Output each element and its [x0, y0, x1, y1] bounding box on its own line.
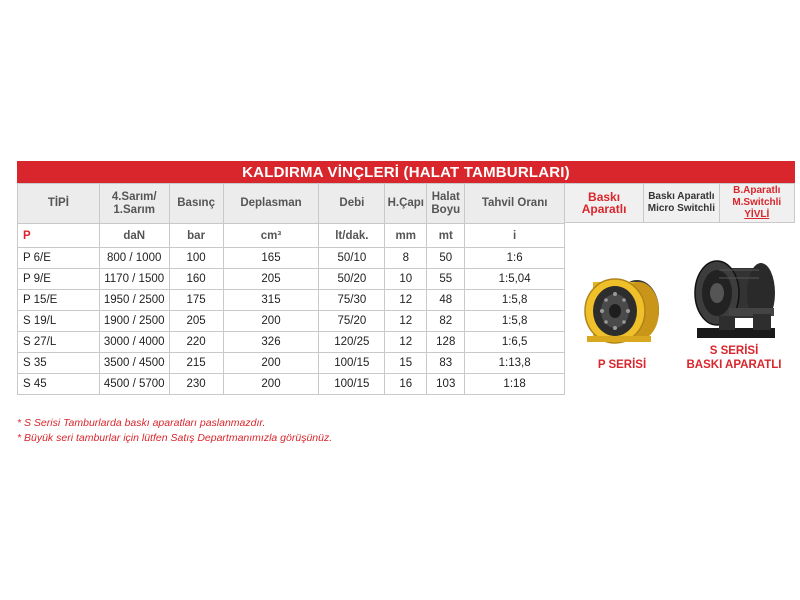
cell-type: P 15/E — [18, 290, 100, 311]
cell-load: 3500 / 4500 — [99, 353, 169, 374]
cell-flow: 120/25 — [319, 332, 385, 353]
p-series-winch-image — [579, 264, 661, 346]
cell-ratio: 1:5,04 — [465, 269, 565, 290]
cell-rope-length: 55 — [427, 269, 465, 290]
unit-ratio: i — [465, 224, 565, 248]
cell-load: 3000 / 4000 — [99, 332, 169, 353]
p-series-caption: P SERİSİ — [597, 359, 647, 371]
cell-flow: 75/20 — [319, 311, 385, 332]
col-header-type: TİPİ — [18, 184, 100, 224]
option-header-micro-switch — [644, 183, 719, 223]
cell-rope-diameter: 10 — [385, 269, 427, 290]
unit-displacement: cm³ — [223, 224, 319, 248]
cell-type: P 6/E — [18, 248, 100, 269]
cell-type: S 35 — [18, 353, 100, 374]
s-series-caption — [680, 344, 788, 372]
cell-displacement: 315 — [223, 290, 319, 311]
units-row — [18, 224, 565, 248]
cell-pressure: 215 — [169, 353, 223, 374]
col-header-rope-diameter: H.Çapı — [385, 184, 427, 224]
table-row — [18, 269, 565, 290]
unit-flow: lt/dak. — [319, 224, 385, 248]
table-row — [18, 248, 565, 269]
cell-displacement: 165 — [223, 248, 319, 269]
cell-ratio: 1:6 — [465, 248, 565, 269]
cell-flow: 75/30 — [319, 290, 385, 311]
col-header-pressure: Basınç — [169, 184, 223, 224]
cell-rope-diameter: 12 — [385, 311, 427, 332]
cell-ratio: 1:5,8 — [465, 311, 565, 332]
cell-rope-length: 48 — [427, 290, 465, 311]
cell-ratio: 1:6,5 — [465, 332, 565, 353]
col-header-rope-length: Halat Boyu — [427, 184, 465, 224]
cell-rope-diameter: 16 — [385, 374, 427, 395]
cell-rope-diameter: 12 — [385, 332, 427, 353]
cell-pressure: 205 — [169, 311, 223, 332]
option-header-pressure-roller — [565, 183, 644, 223]
s-series-winch-image — [689, 248, 779, 343]
option-header-line: B.Aparatlı — [733, 185, 781, 196]
cell-flow: 50/20 — [319, 269, 385, 290]
table-row — [18, 332, 565, 353]
unit-pressure: bar — [169, 224, 223, 248]
footnote: * Büyük seri tamburlar için lütfen Satış Departmanımızla görüşünüz. — [17, 432, 333, 444]
cell-load: 1170 / 1500 — [99, 269, 169, 290]
cell-rope-length: 103 — [427, 374, 465, 395]
footnote: * S Serisi Tamburlarda baskı aparatları paslanmazdır. — [17, 417, 266, 429]
cell-rope-diameter: 8 — [385, 248, 427, 269]
cell-flow: 50/10 — [319, 248, 385, 269]
unit-load: daN — [99, 224, 169, 248]
table-row — [18, 290, 565, 311]
cell-type: S 27/L — [18, 332, 100, 353]
page-title: KALDIRMA VİNÇLERİ (HALAT TAMBURLARI) — [17, 161, 795, 183]
table-row — [18, 374, 565, 395]
cell-ratio: 1:13,8 — [465, 353, 565, 374]
cell-type: P 9/E — [18, 269, 100, 290]
cell-rope-length: 83 — [427, 353, 465, 374]
option-header-line: Micro Switchli — [647, 203, 715, 214]
option-headers — [565, 183, 795, 223]
option-header-grooved — [720, 183, 795, 223]
cell-ratio: 1:5,8 — [465, 290, 565, 311]
table-row — [18, 353, 565, 374]
cell-pressure: 100 — [169, 248, 223, 269]
spec-table — [17, 183, 565, 395]
col-header-ratio: Tahvil Oranı — [465, 184, 565, 224]
cell-displacement: 200 — [223, 374, 319, 395]
s-series-caption-line: S SERİSİ — [709, 345, 759, 357]
s-series-caption-line: BASKI APARATLI — [686, 359, 782, 371]
cell-pressure: 160 — [169, 269, 223, 290]
cell-ratio: 1:18 — [465, 374, 565, 395]
cell-displacement: 200 — [223, 311, 319, 332]
cell-load: 4500 / 5700 — [99, 374, 169, 395]
cell-flow: 100/15 — [319, 353, 385, 374]
cell-displacement: 200 — [223, 353, 319, 374]
table-header-row — [18, 184, 565, 224]
option-header-line: Baskı Aparatlı — [648, 191, 715, 202]
cell-load: 1950 / 2500 — [99, 290, 169, 311]
cell-pressure: 220 — [169, 332, 223, 353]
footnotes — [17, 416, 332, 446]
unit-type: P — [18, 224, 100, 248]
cell-type: S 19/L — [18, 311, 100, 332]
col-header-load: 4.Sarım/ 1.Sarım — [99, 184, 169, 224]
cell-pressure: 175 — [169, 290, 223, 311]
table-row — [18, 311, 565, 332]
option-header-line: M.Switchli — [732, 197, 782, 208]
cell-rope-diameter: 15 — [385, 353, 427, 374]
col-header-flow: Debi — [319, 184, 385, 224]
option-header-label: Baskı Aparatlı — [581, 190, 627, 216]
cell-rope-diameter: 12 — [385, 290, 427, 311]
unit-rope-length: mt — [427, 224, 465, 248]
cell-rope-length: 82 — [427, 311, 465, 332]
cell-pressure: 230 — [169, 374, 223, 395]
cell-load: 800 / 1000 — [99, 248, 169, 269]
cell-load: 1900 / 2500 — [99, 311, 169, 332]
cell-displacement: 326 — [223, 332, 319, 353]
option-header-underlined: YİVLİ — [744, 209, 770, 220]
cell-type: S 45 — [18, 374, 100, 395]
cell-rope-length: 128 — [427, 332, 465, 353]
cell-rope-length: 50 — [427, 248, 465, 269]
unit-rope-diameter: mm — [385, 224, 427, 248]
cell-displacement: 205 — [223, 269, 319, 290]
col-header-displacement: Deplasman — [223, 184, 319, 224]
cell-flow: 100/15 — [319, 374, 385, 395]
